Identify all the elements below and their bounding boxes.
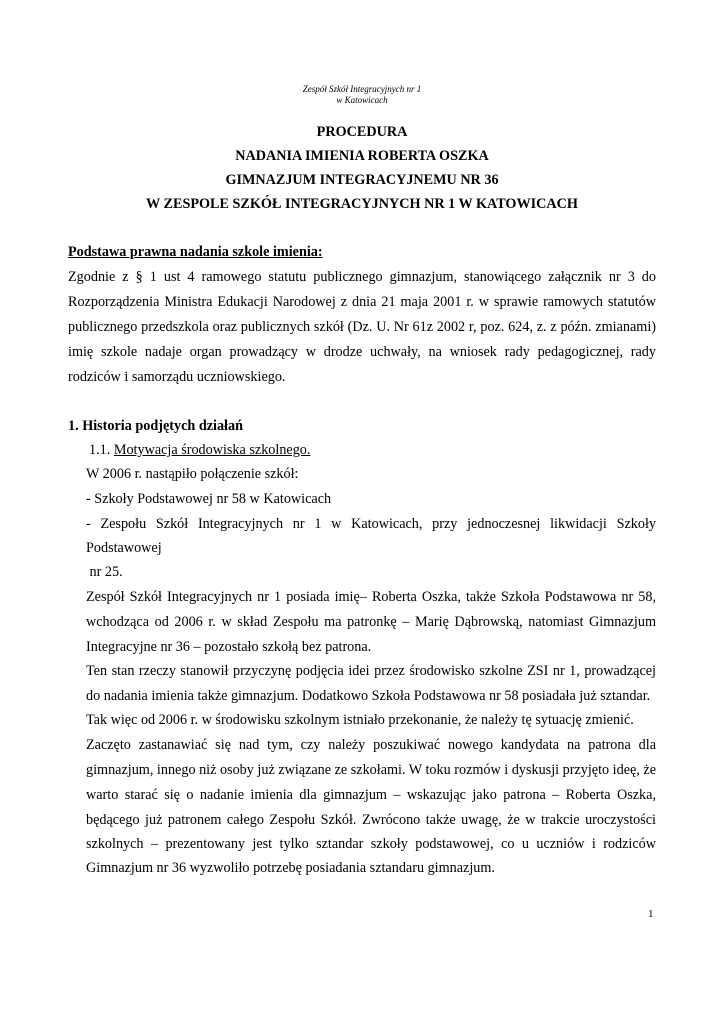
legal-line: Rozporządzenia Ministra Edukacji Narodowej z dnia 21 maja 2001 r. w sprawie ramowych statutów (68, 294, 656, 310)
history-line: Integracyjne nr 36 – pozostało szkołą bez patrona. (86, 639, 372, 655)
history-line: będącego już patronem całego Zespołu Szkół. Zwrócono także uwagę, że w trakcie uroczystości (86, 812, 656, 828)
legal-line: rodziców i samorządu uczniowskiego. (68, 369, 286, 385)
header-city: w Katowicach (336, 95, 388, 105)
history-line: Gimnazjum nr 36 wyzwoliło potrzebę posiadania sztandaru gimnazjum. (86, 860, 495, 876)
header-school-name: Zespół Szkół Integracyjnych nr 1 (302, 84, 422, 94)
history-line: gimnazjum, innego niż osoby już związane ze szkołami. W toku rozmów i dyskusji przyjęto ideę, że (86, 762, 656, 778)
history-line: Zaczęto zastanawiać się nad tym, czy należy poszukiwać nowego kandydata na patrona dla (86, 737, 656, 753)
history-line: Tak więc od 2006 r. w środowisku szkolnym istniało przekonanie, że należy tę sytuację zmienić. (86, 712, 634, 728)
history-line: nr 25. (86, 564, 123, 580)
title-line-3: GIMNAZJUM INTEGRACYJNEMU NR 36 (225, 172, 499, 188)
page-number: 1 (648, 908, 654, 920)
subsection-number: 1.1. (89, 442, 111, 458)
history-line: szkolnych – prezentowany jest tylko sztandar szkoły podstawowej, co u uczniów i rodziców (86, 836, 656, 852)
history-line: warto starać się o nadanie imienia dla gimnazjum – wskazując jako patrona – Roberta Oszka, (86, 787, 656, 803)
history-line: wchodząca od 2006 r. w skład Zespołu ma patronkę – Marię Dąbrowską, natomiast Gimnazjum (86, 614, 656, 630)
history-line: do nadania imienia także gimnazjum. Dodatkowo Szkoła Podstawowa nr 58 posiadała już sztandar. (86, 688, 651, 704)
history-line: - Szkoły Podstawowej nr 58 w Katowicach (86, 491, 332, 507)
history-line: W 2006 r. nastąpiło połączenie szkół: (86, 466, 299, 482)
title-line-4: W ZESPOLE SZKÓŁ INTEGRACYJNYCH NR 1 W KATOWICACH (146, 196, 578, 212)
section-1-heading: 1. Historia podjętych działań (68, 418, 243, 434)
legal-line: Zgodnie z § 1 ust 4 ramowego statutu publicznego gimnazjum, stanowiącego załącznik nr 3 do (68, 269, 656, 285)
history-line: Podstawowej (86, 540, 162, 556)
legal-line: publicznego przedszkola oraz publicznych szkół (Dz. U. Nr 61z 2002 r, poz. 624, z. z późn. zmianami) (68, 319, 656, 335)
subsection-title: Motywacja środowiska szkolnego. (113, 442, 311, 458)
title-line-1: PROCEDURA (316, 124, 408, 140)
title-line-2: NADANIA IMIENIA ROBERTA OSZKA (235, 148, 489, 164)
history-line: - Zespołu Szkół Integracyjnych nr 1 w Katowicach, przy jednoczesnej likwidacji Szkoły (86, 516, 656, 532)
legal-basis-heading: Podstawa prawna nadania szkole imienia: (68, 244, 323, 260)
legal-line: imię szkole nadaje organ prowadzący w drodze uchwały, na wniosek rady pedagogicznej, rady (68, 344, 656, 360)
subsection-1-1 (89, 440, 310, 460)
history-line: Ten stan rzeczy stanowił przyczynę podjęcia idei przez środowisko szkolne ZSI nr 1, prowadzącej (86, 663, 656, 679)
history-line: Zespół Szkół Integracyjnych nr 1 posiada imię– Roberta Oszka, także Szkoła Podstawowa nr 58, (86, 589, 656, 605)
